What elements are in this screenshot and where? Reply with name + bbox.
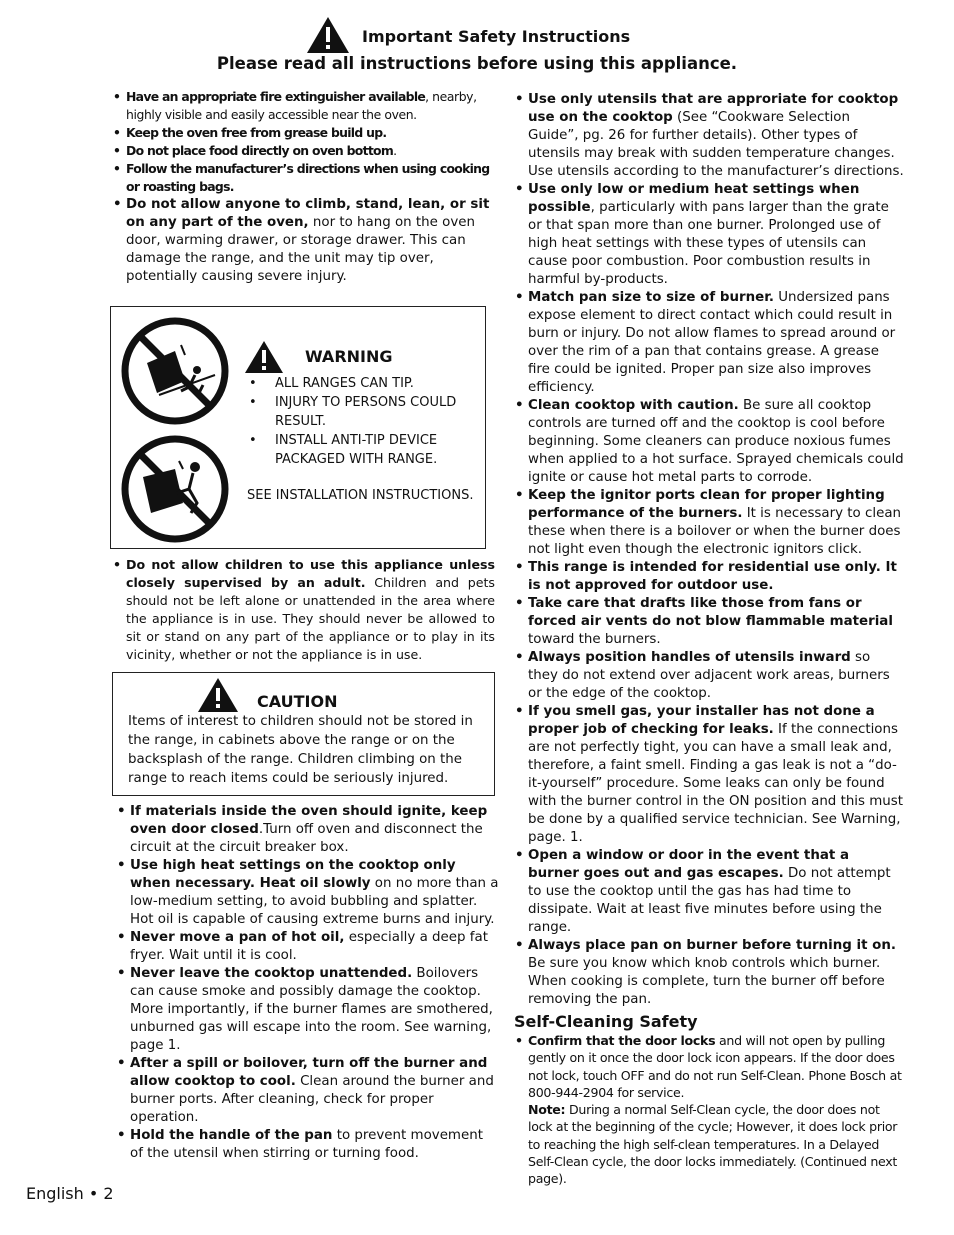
- warning-triangle-icon: [244, 340, 284, 374]
- list-item: • Never move a pan of hot oil, especially a deep fat fryer. Wait until it is cool.: [114, 929, 499, 965]
- list-item: • Keep the ignitor ports clean for proper lighting performance of the burners. It is necessary to clean these when there is a boilover or when the burner does not light even though the electronic ignitors click.: [512, 487, 904, 559]
- list-item: • Do not allow anyone to climb, stand, lean, or sit on any part of the oven, nor to hang on the oven door, warming drawer, or storage drawer. This can damage the range, and the unit may tip over, potentially causing severe injury.: [110, 196, 495, 286]
- list-item: • Have an appropriate fire extinguisher available, nearby, highly visible and easily accessible near the oven.: [110, 88, 495, 124]
- children-warning: [110, 556, 495, 664]
- list-item: • Open a window or door in the event that a burner goes out and gas escapes. Do not attempt to use the cooktop until the gas has had time to dissipate. Wait at least five minutes before using the range.: [512, 847, 904, 937]
- list-item: • Do not place food directly on oven bottom.: [110, 142, 495, 160]
- list-item: • INJURY TO PERSONS COULD RESULT.: [247, 393, 483, 431]
- list-item: • This range is intended for residential use only. It is not approved for outdoor use.: [512, 559, 904, 595]
- list-item: • Take care that drafts like those from fans or forced air vents do not blow flammable material toward the burners.: [512, 595, 904, 649]
- warning-title: WARNING: [305, 347, 393, 366]
- warning-box: [110, 306, 486, 549]
- caution-text: Items of interest to children should not be stored in the range, in cabinets above the range or on the backsplash of the range. Children climbing on the range to reach items could be seriously injured.: [128, 714, 473, 786]
- climb-hazard-prohibition-icon: [119, 433, 231, 545]
- list-item: • Hold the handle of the pan to prevent movement of the utensil when stirring or turning food.: [114, 1127, 499, 1163]
- list-item: • Match pan size to size of burner. Undersized pans expose element to direct contact which could result in burn or injury. Do not allow flames to spread around or over the rim of a pan that contains grease. A grease fire could be ignited. Proper pan size also improves efficiency.: [512, 289, 904, 397]
- caution-box: [112, 672, 495, 796]
- list-item: • After a spill or boilover, turn off the burner and allow cooktop to cool. Clean around the burner and burner ports. After cleaning, check for proper operation.: [114, 1055, 499, 1127]
- warning-triangle-icon: [197, 677, 239, 713]
- safety-subtitle: Please read all instructions before using this appliance.: [216, 54, 738, 73]
- page-footer: English • 2: [26, 1184, 114, 1203]
- warning-triangle-icon: [306, 16, 350, 54]
- self-cleaning-heading: Self-Cleaning Safety: [514, 1012, 698, 1031]
- right-column: [512, 91, 904, 1188]
- list-item: • INSTALL ANTI-TIP DEVICE PACKAGED WITH RANGE.: [247, 431, 483, 469]
- list-item: • Never leave the cooktop unattended. Boilovers can cause smoke and possibly damage the cooktop. More importantly, if the burner flames are smothered, unburned gas will escape into the room. See warning, page 1.: [114, 965, 499, 1055]
- list-item: • Use only utensils that are approriate for cooktop use on the cooktop (See “Cookware Selection Guide”, pg. 26 for further details). Other types of utensils may break with sudden temperature changes. Use utensils according to the manufacturer’s directions.: [512, 91, 904, 181]
- warning-see-instructions: SEE INSTALLATION INSTRUCTIONS.: [247, 488, 474, 503]
- list-item: • Clean cooktop with caution. Be sure all cooktop controls are turned off and the cooktop is cool before beginning. Some cleaners can produce noxious fumes when applied to a hot surface. Sprayed chemicals could ignite or cause hot metal parts to corrode.: [512, 397, 904, 487]
- warning-list: [247, 374, 483, 469]
- list-item: • If materials inside the oven should ignite, keep oven door closed.Turn off oven and disconnect the circuit at the circuit breaker box.: [114, 803, 499, 857]
- list-item: • Always place pan on burner before turning it on. Be sure you know which knob controls which burner. When cooking is complete, turn the burner off before removing the pan.: [512, 937, 904, 1009]
- safety-title: Important Safety Instructions: [362, 27, 631, 46]
- list-item: • Use only low or medium heat settings when possible, particularly with pans larger than the grate or that span more than one burner. Prolonged use of high heat settings with these types of utensils can cause poor combustion. Poor combustion results in harmful by-products.: [512, 181, 904, 289]
- list-item: • If you smell gas, your installer has not done a proper job of checking for leaks. If the connections are not perfectly tight, you can have a small leak and, therefore, a faint smell. Finding a gas leak is not a “do-it-yourself” procedure. Some leaks can only be found with the burner control in the ON position and this must be done by a qualified service technician. See Warning, page. 1.: [512, 703, 904, 847]
- left-column-bottom: [114, 803, 499, 1163]
- tip-hazard-prohibition-icon: [119, 315, 231, 427]
- list-item: • Always position handles of utensils inward so they do not extend over adjacent work areas, burners or the edge of the cooktop.: [512, 649, 904, 703]
- list-item: • Confirm that the door locks and will not open by pulling gently on it once the door lock icon appears. If the door does not lock, touch OFF and do not run Self-Clean. Phone Bosch at 800-944-2904 for service. Note: During a normal Self-Clean cycle, the door does not lock at the beginning of the cycle; However, it does lock prior to reaching the high self-clean temperatures. In a Delayed Self-Clean cycle, the door locks immediately. (Continued next page).: [512, 1032, 904, 1188]
- list-item: • Keep the oven free from grease build up.: [110, 124, 495, 142]
- page-header: [0, 14, 954, 73]
- list-item: • Use high heat settings on the cooktop only when necessary. Heat oil slowly on no more than a low-medium setting, to avoid bubbling and splatter. Hot oil is capable of causing extreme burns and injury.: [114, 857, 499, 929]
- caution-title: CAUTION: [257, 692, 338, 711]
- list-item: • ALL RANGES CAN TIP.: [247, 374, 483, 393]
- list-item: • Follow the manufacturer’s directions when using cooking or roasting bags.: [110, 160, 495, 196]
- left-column-top: [110, 88, 495, 286]
- list-item: • Do not allow children to use this appliance unless closely supervised by an adult. Children and pets should not be left alone or unattended in the area where the appliance is in use. They should never be allowed to sit or stand on any part of the appliance or to play in its vicinity, whether or not the appliance is in use.: [110, 556, 495, 664]
